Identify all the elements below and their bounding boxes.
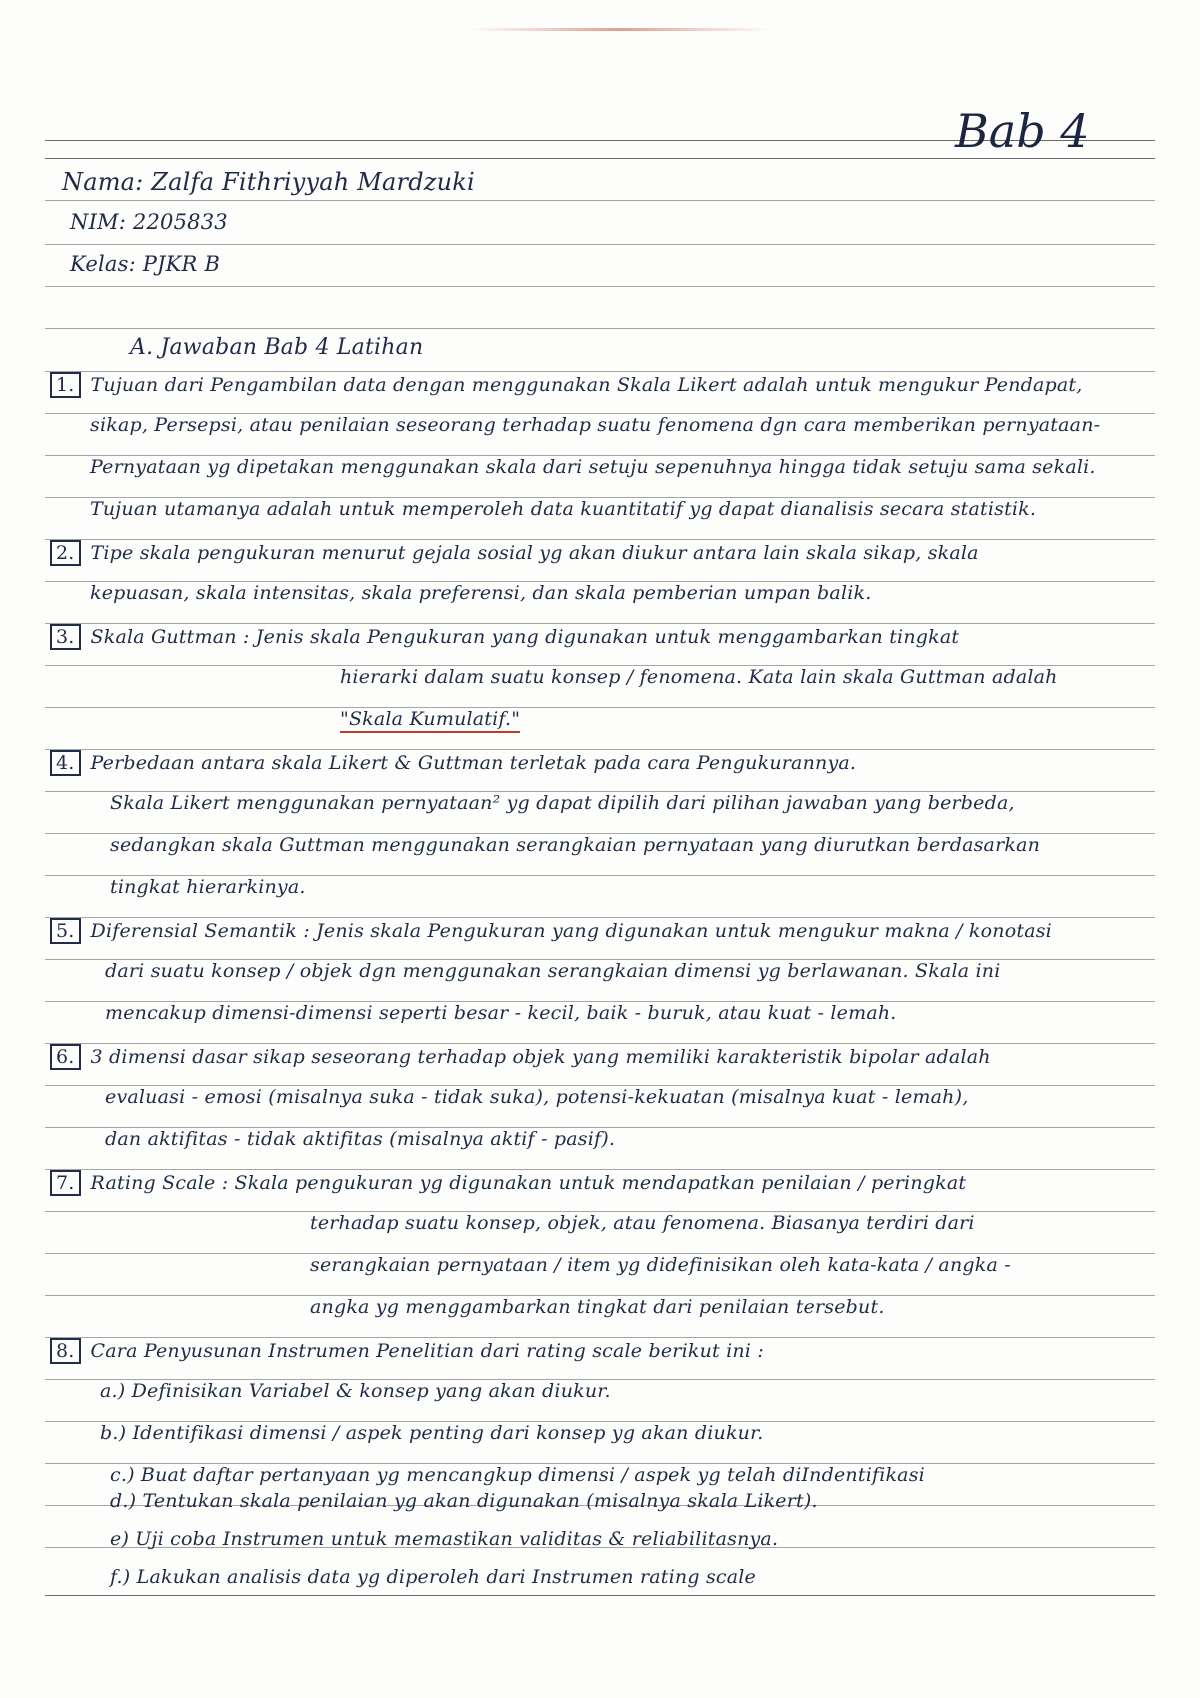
ruled-line (45, 1595, 1155, 1596)
answer-2-line-1: 2. Tipe skala pengukuran menurut gejala sosial yg akan diukur antara lain skala sikap, skala (50, 540, 979, 566)
ruled-line (45, 328, 1155, 329)
answer-8-item-c: c.) Buat daftar pertanyaan yg mencangkup dimensi / aspek yg telah diIndentifikasi (110, 1464, 925, 1486)
answer-1-line-2: sikap, Persepsi, atau penilaian seseorang terhadap suatu fenomena dgn cara memberikan pernyataan- (90, 414, 1101, 436)
answer-4-line-1: 4. Perbedaan antara skala Likert & Guttman terletak pada cara Pengukurannya. (50, 750, 856, 776)
answer-4-line-3: sedangkan skala Guttman menggunakan serangkaian pernyataan yang diurutkan berdasarkan (110, 834, 1041, 856)
answer-7-line-4: angka yg menggambarkan tingkat dari penilaian tersebut. (310, 1296, 885, 1318)
answer-8-item-e: e) Uji coba Instrumen untuk memastikan validitas & reliabilitasnya. (110, 1528, 779, 1550)
answer-1-line-4: Tujuan utamanya adalah untuk memperoleh data kuantitatif yg dapat dianalisis secara statistik. (90, 498, 1037, 520)
student-name: Nama: Zalfa Fithriyyah Mardzuki (62, 168, 475, 196)
ruled-line (45, 158, 1155, 159)
answer-4-line-4: tingkat hierarkinya. (110, 876, 306, 898)
answer-3-line-3: "Skala Kumulatif." (340, 708, 520, 730)
answer-7-line-3: serangkaian pernyataan / item yg didefinisikan oleh kata-kata / angka - (310, 1254, 1011, 1276)
answer-7-number: 7. (50, 1170, 81, 1196)
answer-3-number: 3. (50, 624, 81, 650)
ruled-line (45, 244, 1155, 245)
answer-6-line-1: 6. 3 dimensi dasar sikap seseorang terhadap objek yang memiliki karakteristik bipolar adalah (50, 1044, 991, 1070)
ruled-line (45, 200, 1155, 201)
answer-8-item-d: d.) Tentukan skala penilaian yg akan digunakan (misalnya skala Likert). (110, 1490, 818, 1512)
answer-8-line-1: 8. Cara Penyusunan Instrumen Penelitian dari rating scale berikut ini : (50, 1338, 764, 1364)
binding-mark (470, 28, 770, 31)
answer-6-line-2: evaluasi - emosi (misalnya suka - tidak suka), potensi-kekuatan (misalnya kuat - lemah), (105, 1086, 969, 1108)
section-title: A. Jawaban Bab 4 Latihan (130, 335, 424, 360)
answer-5-line-3: mencakup dimensi-dimensi seperti besar - kecil, baik - buruk, atau kuat - lemah. (105, 1002, 897, 1024)
answer-5-line-1: 5. Diferensial Semantik : Jenis skala Pengukuran yang digunakan untuk mengukur makna / konotasi (50, 918, 1052, 944)
student-class: Kelas: PJKR B (70, 252, 221, 276)
answer-7-line-1: 7. Rating Scale : Skala pengukuran yg digunakan untuk mendapatkan penilaian / peringkat (50, 1170, 966, 1196)
answer-1-number: 1. (50, 372, 81, 398)
ruled-line (45, 707, 1155, 708)
chapter-title: Bab 4 (955, 104, 1090, 158)
answer-7-line-2: terhadap suatu konsep, objek, atau fenomena. Biasanya terdiri dari (310, 1212, 975, 1234)
answer-3-line-2: hierarki dalam suatu konsep / fenomena. Kata lain skala Guttman adalah (340, 666, 1058, 688)
answer-6-line-3: dan aktifitas - tidak aktifitas (misalnya aktif - pasif). (105, 1128, 616, 1150)
answer-8-item-b: b.) Identifikasi dimensi / aspek penting dari konsep yg akan diukur. (100, 1422, 764, 1444)
answer-4-line-2: Skala Likert menggunakan pernyataan² yg dapat dipilih dari pilihan jawaban yang berbeda, (110, 792, 1015, 814)
answer-2-line-2: kepuasan, skala intensitas, skala preferensi, dan skala pemberian umpan balik. (90, 582, 872, 604)
ruled-line (45, 286, 1155, 287)
student-nim: NIM: 2205833 (70, 210, 228, 234)
answer-5-line-2: dari suatu konsep / objek dgn menggunakan serangkaian dimensi yg berlawanan. Skala ini (105, 960, 1001, 982)
answer-4-number: 4. (50, 750, 81, 776)
answer-2-number: 2. (50, 540, 81, 566)
answer-1-line-1: 1. Tujuan dari Pengambilan data dengan menggunakan Skala Likert adalah untuk mengukur Pendapat, (50, 372, 1083, 398)
answer-5-number: 5. (50, 918, 81, 944)
answer-1-line-3: Pernyataan yg dipetakan menggunakan skala dari setuju sepenuhnya hingga tidak setuju sama sekali. (90, 456, 1096, 478)
answer-8-number: 8. (50, 1338, 81, 1364)
answer-8-item-a: a.) Definisikan Variabel & konsep yang akan diukur. (100, 1380, 611, 1402)
answer-8-item-f: f.) Lakukan analisis data yg diperoleh dari Instrumen rating scale (110, 1566, 756, 1588)
answer-6-number: 6. (50, 1044, 81, 1070)
answer-3-line-1: 3. Skala Guttman : Jenis skala Pengukuran yang digunakan untuk menggambarkan tingkat (50, 624, 959, 650)
